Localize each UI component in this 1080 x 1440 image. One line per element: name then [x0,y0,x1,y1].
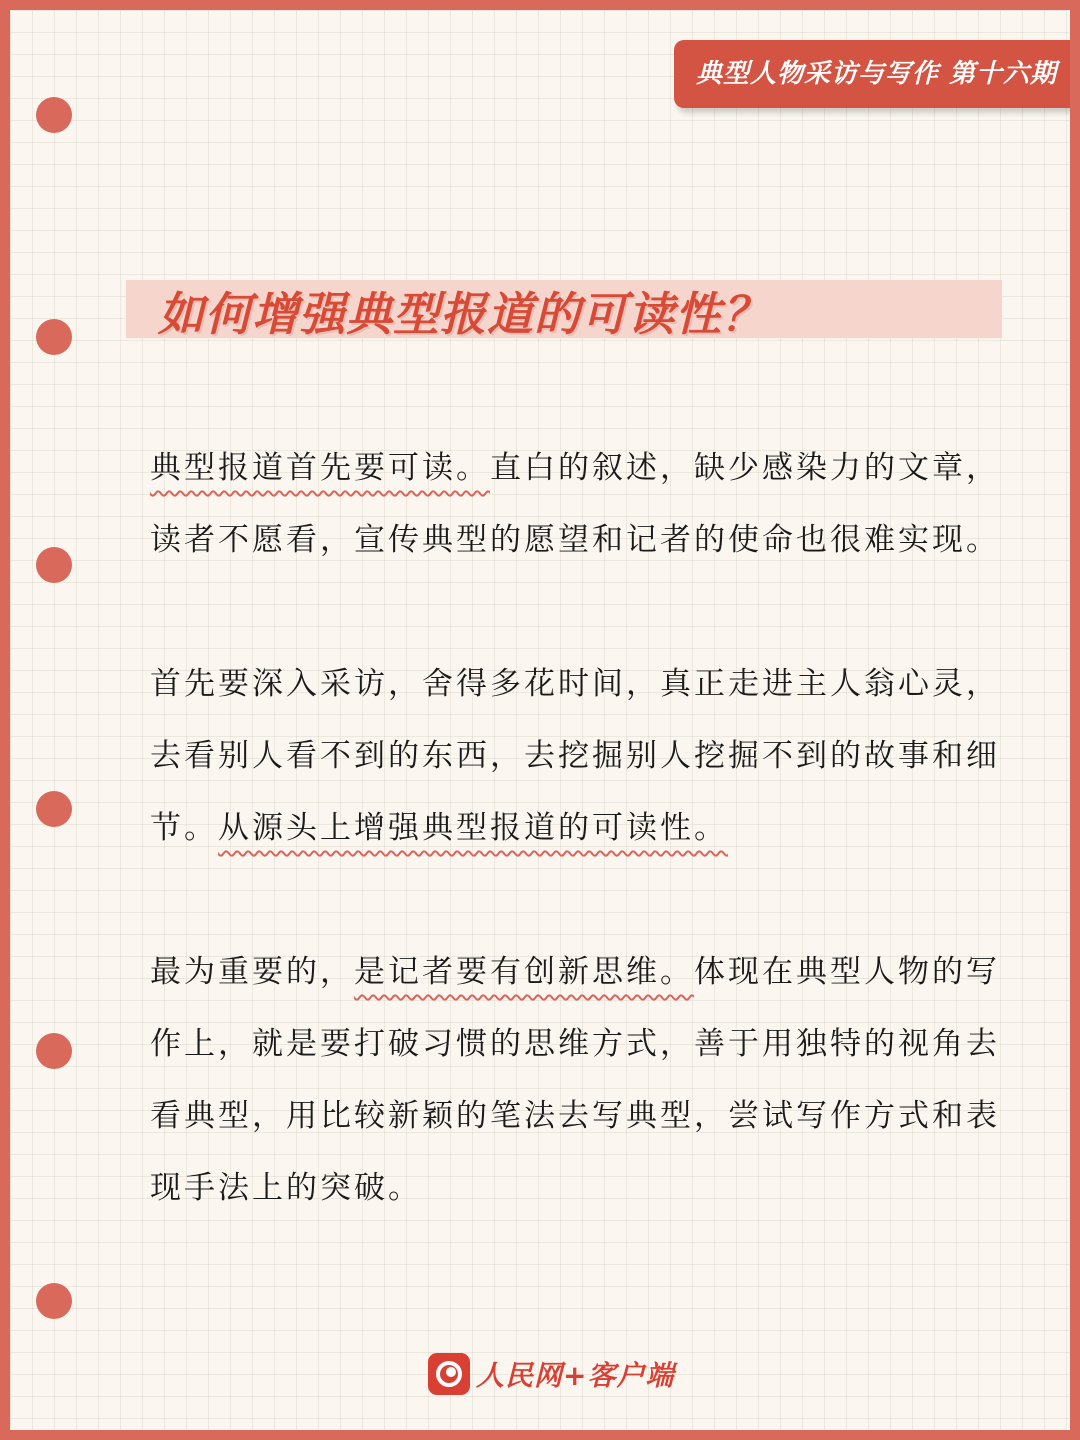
binder-hole [36,97,72,133]
paragraph-3 [150,936,1000,1224]
binder-hole [36,791,72,827]
binder-hole [36,319,72,355]
body-text: 体现在典型人物的写作上，就是要打破习惯的思维方式，善于用独特的视角去看典型，用比较新颖的笔法去写典型，尝试写作方式和表现手法上的突破。 [150,954,1000,1206]
highlight-text: 从源头上增强典型报道的可读性。 [218,810,728,846]
highlight-text: 是记者要有创新思维。 [354,954,694,990]
paragraph-1 [150,432,1000,576]
body-text: 首先要深入采访，舍得多花时间，真正走进主人翁心灵，去看别人看不到的东西，去挖掘别人挖掘不到的故事和细节。 [150,666,1000,846]
notebook-page [10,10,1070,1430]
binder-hole [36,1033,72,1069]
paragraph-2 [150,648,1000,864]
highlight-text: 典型报道首先要可读。 [150,450,490,486]
people-daily-logo-icon [428,1353,470,1395]
series-label: 典型人物采访与写作 第十六期 [674,40,1070,108]
brand-name: 人民网+客户端 [476,1359,675,1392]
page-title: 如何增强典型报道的可读性？ [158,287,769,341]
footer-brand [428,1352,674,1396]
binder-hole [36,547,72,583]
binder-hole [36,1283,72,1319]
body-text: 直白的叙述，缺少感染力的文章，读者不愿看，宣传典型的愿望和记者的使命也很难实现。 [150,450,1000,558]
body-text: 最为重要的， [150,954,354,990]
